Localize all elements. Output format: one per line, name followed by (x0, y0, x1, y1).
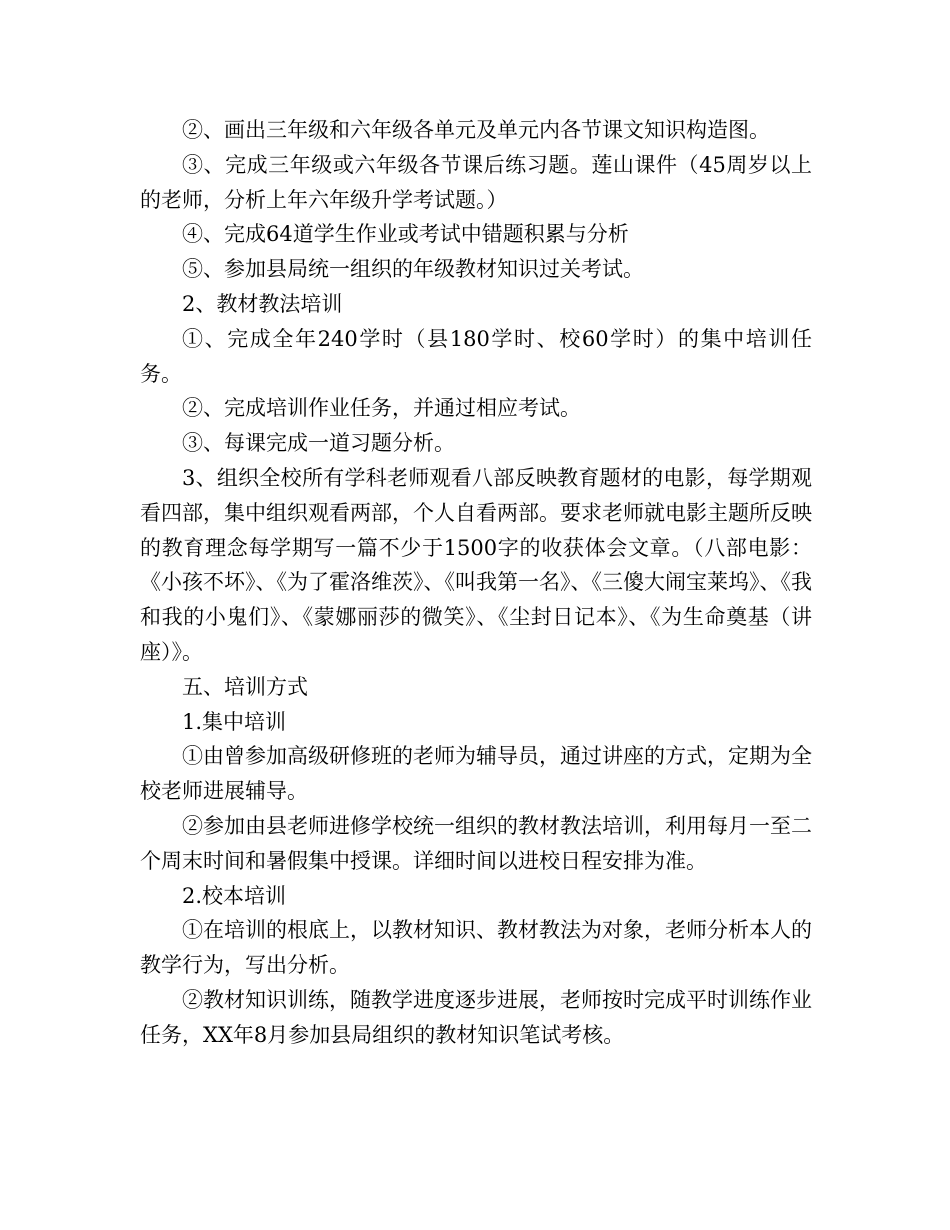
section-heading-training-methods: 五、培训方式 (182, 674, 308, 699)
paragraph-school-2: ②教材知识训练，随教学进度逐步进展，老师按时完成平时训练作业任务，XX年8月参加县局组织的教材知识笔试考核。 (140, 987, 812, 1047)
paragraph-task-4: ④、完成64道学生作业或考试中错题积累与分析 (182, 222, 629, 247)
paragraph-task-5: ⑤、参加县局统一组织的年级教材知识过关考试。 (182, 257, 644, 282)
subheading-school-training: 2.校本培训 (182, 883, 287, 908)
paragraph-centralized-2: ②参加由县老师进修学校统一组织的教材教法培训，利用每月一至二个周末时间和暑假集中授课。详细时间以进校日程安排为准。 (140, 813, 812, 873)
paragraph-movies: 3、组织全校所有学科老师观看八部反映教育题材的电影，每学期观看四部，集中组织观看两部，个人自看两部。要求老师就电影主题所反映的教育理念每学期写一篇不少于1500字的收获体会文章。（八部电影：《小孩不坏》、《为了霍洛维茨》、《叫我第一名》、《三傻大闹宝莱坞》、《我和我的小鬼们》、《蒙娜丽莎的微笑》、《尘封日记本》、《为生命奠基（讲座）》。 (140, 465, 812, 664)
paragraph-centralized-1: ①由曾参加高级研修班的老师为辅导员，通过讲座的方式，定期为全校老师进展辅导。 (140, 744, 812, 804)
paragraph-task-3: ③、完成三年级或六年级各节课后练习题。莲山课件（45周岁以上的老师，分析上年六年级升学考试题。） (140, 152, 812, 212)
paragraph-method-3: ③、每课完成一道习题分析。 (182, 431, 455, 456)
paragraph-method-1: ①、完成全年240学时（县180学时、校60学时）的集中培训任务。 (140, 326, 812, 386)
paragraph-school-1: ①在培训的根底上，以教材知识、教材教法为对象，老师分析本人的教学行为，写出分析。 (140, 918, 812, 978)
subheading-centralized-training: 1.集中培训 (182, 709, 287, 734)
document-body (140, 113, 812, 1053)
paragraph-task-2: ②、画出三年级和六年级各单元及单元内各节课文知识构造图。 (182, 118, 770, 142)
section-heading-teaching-methods: 2、教材教法培训 (182, 291, 343, 316)
paragraph-method-2: ②、完成培训作业任务，并通过相应考试。 (182, 396, 581, 421)
